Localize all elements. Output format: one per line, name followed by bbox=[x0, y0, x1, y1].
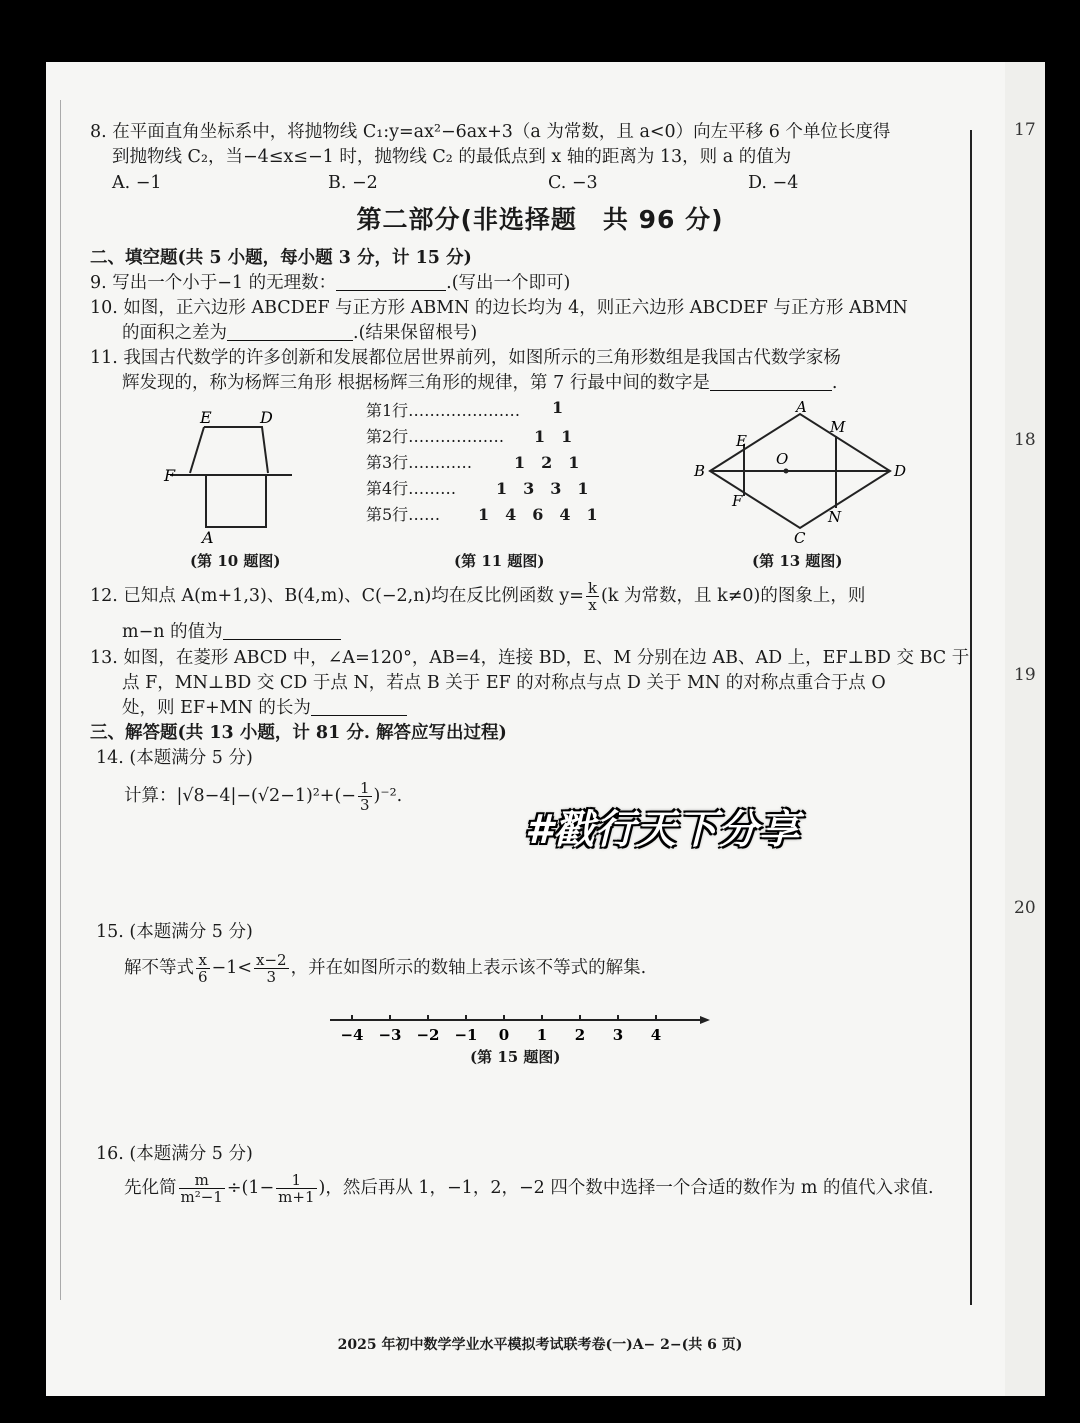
question-15-text: −1< bbox=[211, 958, 253, 978]
triangle-row-label: 第1行………………… bbox=[366, 401, 521, 420]
point-label-o: O bbox=[776, 450, 789, 468]
question-15-body bbox=[124, 952, 984, 985]
question-13-line1: 13. 如图，在菱形 ABCD 中，∠A=120°，AB=4，连接 BD，E、M 分别在边 AB、AD 上，EF⊥BD 交 BC 于 bbox=[90, 648, 970, 668]
answer-blank bbox=[336, 272, 446, 291]
question-13-line3 bbox=[122, 696, 982, 721]
part-two-title: 第二部分(非选择题 共 96 分) bbox=[356, 205, 724, 234]
question-16-text-tail: )，然后再从 1，−1，2，−2 四个数中选择一个合适的数作为 m 的值代入求值. bbox=[318, 1178, 934, 1198]
vertex-label-e: E bbox=[200, 408, 212, 427]
question-14-text-tail: )⁻². bbox=[373, 786, 403, 806]
question-8-option-c: C. −3 bbox=[548, 173, 598, 193]
fraction-1-over-m-plus-1: $\frac{1}{m+1}$ bbox=[278, 1171, 315, 1206]
question-12-line1 bbox=[90, 580, 950, 613]
fraction-x-over-6: $\frac{x}{6}$ bbox=[198, 951, 208, 986]
question-16-body bbox=[124, 1172, 984, 1205]
axis-tick-label: 2 bbox=[574, 1026, 586, 1044]
triangle-row-label: 第5行…… bbox=[366, 505, 441, 524]
question-10-text: 的面积之差为 bbox=[122, 323, 227, 343]
vertex-label-a: A bbox=[796, 398, 807, 416]
question-10-line2 bbox=[122, 321, 982, 346]
adjacent-question-number: 18 bbox=[1014, 430, 1036, 450]
adjacent-question-number: 19 bbox=[1014, 665, 1036, 685]
answer-blank bbox=[710, 372, 832, 391]
axis-tick-label: −3 bbox=[378, 1026, 402, 1044]
question-8-option-b: B. −2 bbox=[328, 173, 378, 193]
adjacent-page-edge bbox=[1005, 62, 1045, 1396]
axis-tick-label: 0 bbox=[498, 1026, 510, 1044]
triangle-row-numbers: 1 2 1 bbox=[514, 453, 580, 472]
triangle-row-numbers: 1 4 6 4 1 bbox=[478, 505, 598, 524]
answer-blank bbox=[223, 621, 341, 640]
question-8-line1: 8. 在平面直角坐标系中，将抛物线 C₁:y=ax²−6ax+3（a 为常数，且 a<0）向左平移 6 个单位长度得 bbox=[90, 122, 891, 142]
question-16-heading: 16. (本题满分 5 分) bbox=[96, 1144, 253, 1164]
question-16-text: 先化简 bbox=[124, 1178, 177, 1198]
question-9-tail: .(写出一个即可) bbox=[446, 273, 571, 293]
point-label-e: E bbox=[736, 432, 747, 450]
vertex-label-c: C bbox=[794, 529, 806, 547]
question-10-tail: .(结果保留根号) bbox=[353, 323, 478, 343]
vertex-label-a: A bbox=[202, 528, 214, 545]
vertex-label-f: F bbox=[164, 466, 176, 485]
question-10-line1: 10. 如图，正六边形 ABCDEF 与正方形 ABMN 的边长均为 4，则正六边形 ABCDEF 与正方形 ABMN bbox=[90, 298, 908, 318]
figure-15-caption: (第 15 题图) bbox=[470, 1048, 561, 1066]
answer-blank bbox=[227, 322, 353, 341]
figure-11-caption: (第 11 题图) bbox=[454, 552, 545, 570]
question-8-option-a: A. −1 bbox=[112, 173, 162, 193]
adjacent-question-number: 17 bbox=[1014, 120, 1036, 140]
section-solution-heading: 三、解答题(共 13 小题，计 81 分. 解答应写出过程) bbox=[90, 723, 507, 743]
question-12-text: m−n 的值为 bbox=[122, 622, 223, 642]
triangle-row-label: 第4行……… bbox=[366, 479, 457, 498]
axis-tick-label: −4 bbox=[340, 1026, 364, 1044]
question-11-line2: 辉发现的，称为杨辉三角形 根据杨辉三角形的规律，第 7 行最中间的数字是 . bbox=[122, 373, 838, 393]
axis-tick-label: 1 bbox=[536, 1026, 548, 1044]
adjacent-question-number: 20 bbox=[1014, 898, 1036, 918]
question-13-text: 处，则 EF+MN 的长为 bbox=[122, 698, 311, 718]
axis-tick-label: 3 bbox=[612, 1026, 624, 1044]
figure-10-hexagon-square bbox=[160, 405, 310, 545]
question-12-text-tail: (k 为常数，且 k≠0)的图象上，则 bbox=[601, 586, 866, 606]
question-9 bbox=[90, 271, 950, 296]
axis-tick-label: 4 bbox=[650, 1026, 662, 1044]
point-label-m: M bbox=[830, 418, 846, 436]
triangle-row-label: 第3行………… bbox=[366, 453, 473, 472]
figure-13-rhombus bbox=[690, 398, 920, 548]
axis-tick-label: −1 bbox=[454, 1026, 478, 1044]
page-footer: 2025 年初中数学学业水平模拟考试联考卷(一)A− 2−(共 6 页) bbox=[337, 1337, 743, 1353]
number-line bbox=[320, 1010, 720, 1050]
fraction-x-minus-2-over-3: $\frac{x-2}{3}$ bbox=[256, 951, 287, 986]
answer-blank bbox=[311, 697, 407, 716]
fraction-m-over-m2-minus-1: $\frac{m}{\text{m²−1}}$ bbox=[180, 1171, 223, 1206]
question-15-text: 解不等式 bbox=[124, 958, 194, 978]
question-16-text: ÷(1− bbox=[226, 1178, 275, 1198]
question-14-heading: 14. (本题满分 5 分) bbox=[96, 748, 253, 768]
axis-tick-label: −2 bbox=[416, 1026, 440, 1044]
vertex-label-b: B bbox=[694, 462, 706, 480]
question-12-line2 bbox=[122, 620, 982, 645]
question-8-option-d: D. −4 bbox=[748, 173, 799, 193]
triangle-row-numbers: 1 1 bbox=[534, 427, 573, 446]
triangle-row-numbers: 1 3 3 1 bbox=[496, 479, 589, 498]
triangle-row-numbers: 1 bbox=[552, 398, 564, 417]
question-11-text: 辉发现的，称为杨辉三角形 根据杨辉三角形的规律，第 7 行最中间的数字是 bbox=[122, 373, 710, 393]
question-11-line1: 11. 我国古代数学的许多创新和发展都位居世界前列，如图所示的三角形数组是我国古代数学家杨 bbox=[90, 348, 841, 368]
page-edge-line bbox=[60, 100, 61, 1300]
watermark-text: #戳行天下分享 bbox=[525, 807, 800, 853]
triangle-row-label: 第2行……………… bbox=[366, 427, 505, 446]
question-14-text: 计算：|√8−4|−(√2−1)²+(− bbox=[124, 786, 356, 806]
question-8-line2: 到抛物线 C₂，当−4≤x≤−1 时，抛物线 C₂ 的最低点到 x 轴的距离为 13，则 a 的值为 bbox=[112, 147, 792, 167]
question-9-text: 9. 写出一个小于−1 的无理数： bbox=[90, 273, 337, 293]
point-label-n: N bbox=[828, 508, 842, 526]
question-13-line2: 点 F，MN⊥BD 交 CD 于点 N，若点 B 关于 EF 的对称点与点 D 关于 MN 的对称点重合于点 O bbox=[122, 673, 886, 693]
question-12-text: 12. 已知点 A(m+1,3)、B(4,m)、C(−2,n)均在反比例函数 y= bbox=[90, 586, 584, 606]
point-label-f: F bbox=[732, 492, 743, 510]
vertex-label-d: D bbox=[894, 462, 907, 480]
section-fill-in-heading: 二、填空题(共 5 小题，每小题 3 分，计 15 分) bbox=[90, 248, 472, 268]
question-15-text-tail: ，并在如图所示的数轴上表示该不等式的解集. bbox=[290, 958, 647, 978]
figure-10-caption: (第 10 题图) bbox=[190, 552, 281, 570]
fraction-k-over-x: $\frac{k}{x}$ bbox=[587, 579, 598, 614]
vertex-label-d: D bbox=[260, 408, 273, 427]
fraction-one-third: $\frac{1}{3}$ bbox=[359, 779, 370, 814]
question-15-heading: 15. (本题满分 5 分) bbox=[96, 922, 253, 942]
figure-13-caption: (第 13 题图) bbox=[752, 552, 843, 570]
